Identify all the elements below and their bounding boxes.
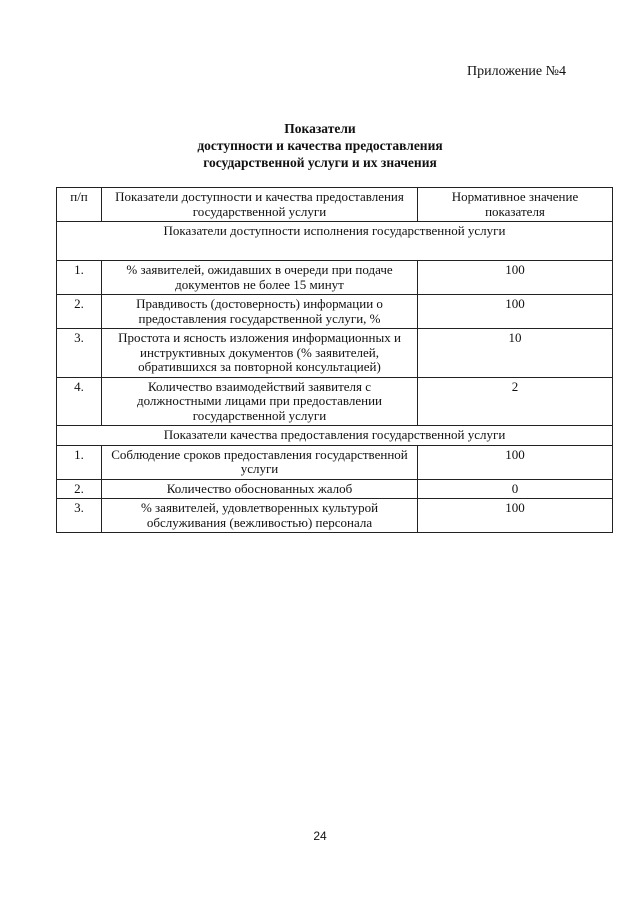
row-indicator: Количество взаимодействий заявителя с должностными лицами при предоставлении государственной услуги bbox=[102, 377, 418, 426]
header-num: п/п bbox=[57, 188, 102, 222]
document-title bbox=[0, 120, 640, 171]
row-value: 100 bbox=[418, 499, 613, 533]
indicators-table bbox=[56, 187, 613, 533]
section-title-availability: Показатели доступности исполнения государственной услуги bbox=[57, 222, 613, 261]
row-indicator: Соблюдение сроков предоставления государственной услуги bbox=[102, 445, 418, 479]
appendix-label: Приложение №4 bbox=[467, 64, 566, 79]
title-line-3: государственной услуги и их значения bbox=[203, 155, 437, 170]
section-row-availability bbox=[57, 222, 613, 261]
table-row bbox=[57, 479, 613, 499]
row-num: 2. bbox=[57, 479, 102, 499]
table-row bbox=[57, 445, 613, 479]
row-value: 10 bbox=[418, 329, 613, 378]
row-num: 3. bbox=[57, 499, 102, 533]
row-num: 3. bbox=[57, 329, 102, 378]
row-value: 0 bbox=[418, 479, 613, 499]
table-row bbox=[57, 377, 613, 426]
table-row bbox=[57, 329, 613, 378]
header-value: Нормативное значение показателя bbox=[418, 188, 613, 222]
row-value: 100 bbox=[418, 295, 613, 329]
table-header-row bbox=[57, 188, 613, 222]
row-indicator: Количество обоснованных жалоб bbox=[102, 479, 418, 499]
row-indicator: % заявителей, ожидавших в очереди при подаче документов не более 15 минут bbox=[102, 261, 418, 295]
title-line-2: доступности и качества предоставления bbox=[197, 138, 443, 153]
row-num: 1. bbox=[57, 261, 102, 295]
row-value: 100 bbox=[418, 445, 613, 479]
table-row bbox=[57, 499, 613, 533]
row-num: 1. bbox=[57, 445, 102, 479]
row-indicator: Правдивость (достоверность) информации о предоставления государственной услуги, % bbox=[102, 295, 418, 329]
section-row-quality bbox=[57, 426, 613, 446]
table-row bbox=[57, 261, 613, 295]
title-line-1: Показатели bbox=[284, 121, 356, 136]
page-number: 24 bbox=[313, 829, 327, 843]
row-value: 2 bbox=[418, 377, 613, 426]
header-indicator: Показатели доступности и качества предоставления государственной услуги bbox=[102, 188, 418, 222]
row-indicator: % заявителей, удовлетворенных культурой обслуживания (вежливостью) персонала bbox=[102, 499, 418, 533]
section-title-quality: Показатели качества предоставления государственной услуги bbox=[57, 426, 613, 446]
table-row bbox=[57, 295, 613, 329]
row-num: 2. bbox=[57, 295, 102, 329]
row-num: 4. bbox=[57, 377, 102, 426]
row-indicator: Простота и ясность изложения информационных и инструктивных документов (% заявителей, обратившихся за повторной консультацией) bbox=[102, 329, 418, 378]
row-value: 100 bbox=[418, 261, 613, 295]
